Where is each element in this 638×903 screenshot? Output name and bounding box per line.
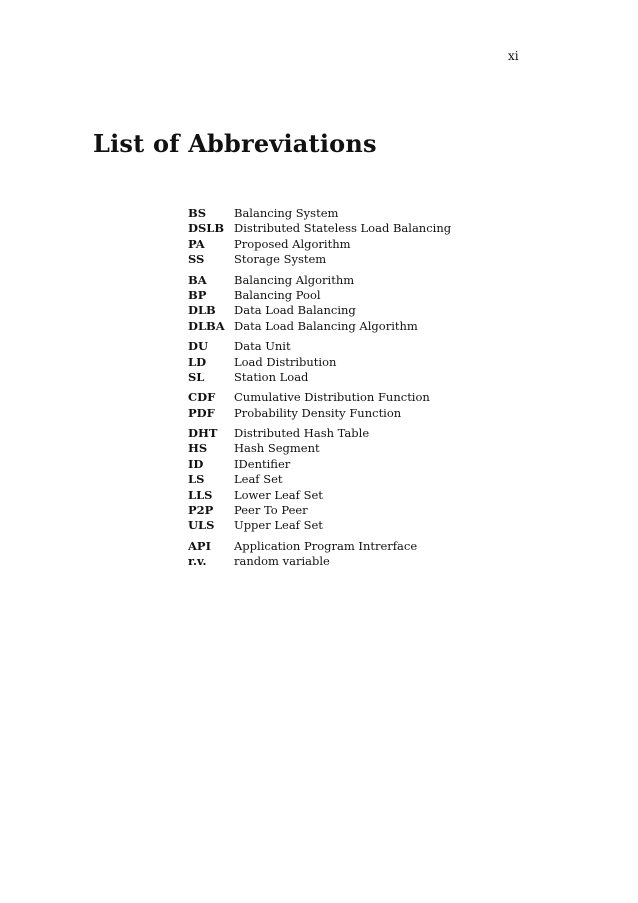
abbreviation-row: [188, 303, 451, 318]
abbreviation-term: CDF: [188, 390, 216, 405]
abbreviation-row: [188, 539, 451, 554]
abbreviation-definition: random variable: [234, 554, 330, 569]
abbreviation-term: DHT: [188, 426, 218, 441]
abbreviation-row: [188, 221, 451, 236]
abbreviation-term: HS: [188, 441, 208, 456]
abbreviation-definition: Balancing Pool: [234, 287, 321, 302]
abbreviation-row: [188, 406, 451, 421]
abbreviation-term: LLS: [188, 487, 213, 502]
abbreviation-term: P2P: [188, 503, 214, 518]
abbreviation-term: PA: [188, 236, 205, 251]
abbreviation-term: BS: [188, 206, 207, 220]
abbreviation-term: DLBA: [188, 318, 225, 333]
abbreviation-row: [188, 426, 451, 441]
abbreviation-group: [188, 339, 451, 385]
abbreviation-list: [188, 206, 451, 575]
abbreviation-group: [188, 273, 451, 335]
page-title: List of Abbreviations: [93, 129, 377, 158]
abbreviation-definition: Cumulative Distribution Function: [234, 390, 430, 405]
abbreviation-definition: Lower Leaf Set: [234, 487, 323, 502]
abbreviation-row: [188, 503, 451, 518]
abbreviation-definition: Load Distribution: [234, 354, 337, 369]
abbreviation-definition: IDentifier: [234, 456, 291, 471]
abbreviation-group: [188, 206, 451, 268]
abbreviation-row: [188, 206, 451, 221]
abbreviation-row: [188, 339, 451, 354]
abbreviation-term: ULS: [188, 518, 215, 533]
abbreviation-definition: Data Load Balancing: [234, 303, 356, 318]
abbreviation-definition: Probability Density Function: [234, 405, 402, 420]
abbreviation-definition: Data Unit: [234, 339, 291, 354]
abbreviation-definition: Station Load: [234, 369, 309, 384]
abbreviation-definition: Peer To Peer: [234, 503, 308, 518]
abbreviation-row: [188, 319, 451, 334]
abbreviation-row: [188, 554, 451, 569]
abbreviation-term: r.v.: [188, 554, 207, 569]
abbreviation-definition: Leaf Set: [234, 472, 283, 487]
abbreviation-row: [188, 355, 451, 370]
abbreviation-term: BA: [188, 272, 207, 287]
abbreviation-row: [188, 252, 451, 267]
abbreviation-term: DSLB: [188, 221, 225, 236]
abbreviation-term: BP: [188, 287, 207, 302]
abbreviation-row: [188, 472, 451, 487]
abbreviation-term: LD: [188, 354, 207, 369]
abbreviation-definition: Hash Segment: [234, 441, 320, 456]
abbreviation-term: SL: [188, 369, 205, 384]
abbreviation-row: [188, 518, 451, 533]
abbreviation-term: DU: [188, 339, 209, 354]
abbreviation-term: LS: [188, 472, 205, 487]
abbreviation-definition: Balancing System: [234, 206, 339, 220]
abbreviation-term: ID: [188, 456, 204, 471]
abbreviation-definition: Balancing Algorithm: [234, 272, 355, 287]
abbreviation-term: DLB: [188, 303, 216, 318]
page-number: xi: [508, 49, 519, 63]
abbreviation-term: SS: [188, 252, 205, 267]
abbreviation-row: [188, 237, 451, 252]
abbreviation-term: API: [188, 538, 211, 553]
abbreviation-row: [188, 288, 451, 303]
abbreviation-row: [188, 441, 451, 456]
abbreviation-definition: Distributed Stateless Load Balancing: [234, 221, 452, 236]
abbreviation-definition: Data Load Balancing Algorithm: [234, 318, 418, 333]
abbreviation-row: [188, 457, 451, 472]
abbreviation-row: [188, 273, 451, 288]
abbreviation-definition: Application Program Intrerface: [234, 538, 418, 553]
abbreviation-term: PDF: [188, 405, 215, 420]
abbreviation-row: [188, 488, 451, 503]
abbreviation-definition: Proposed Algorithm: [234, 236, 351, 251]
abbreviation-definition: Distributed Hash Table: [234, 426, 370, 441]
abbreviation-definition: Upper Leaf Set: [234, 518, 323, 533]
abbreviation-row: [188, 390, 451, 405]
abbreviation-group: [188, 390, 451, 421]
abbreviation-row: [188, 370, 451, 385]
abbreviation-group: [188, 539, 451, 570]
abbreviation-definition: Storage System: [234, 252, 327, 267]
abbreviation-group: [188, 426, 451, 534]
